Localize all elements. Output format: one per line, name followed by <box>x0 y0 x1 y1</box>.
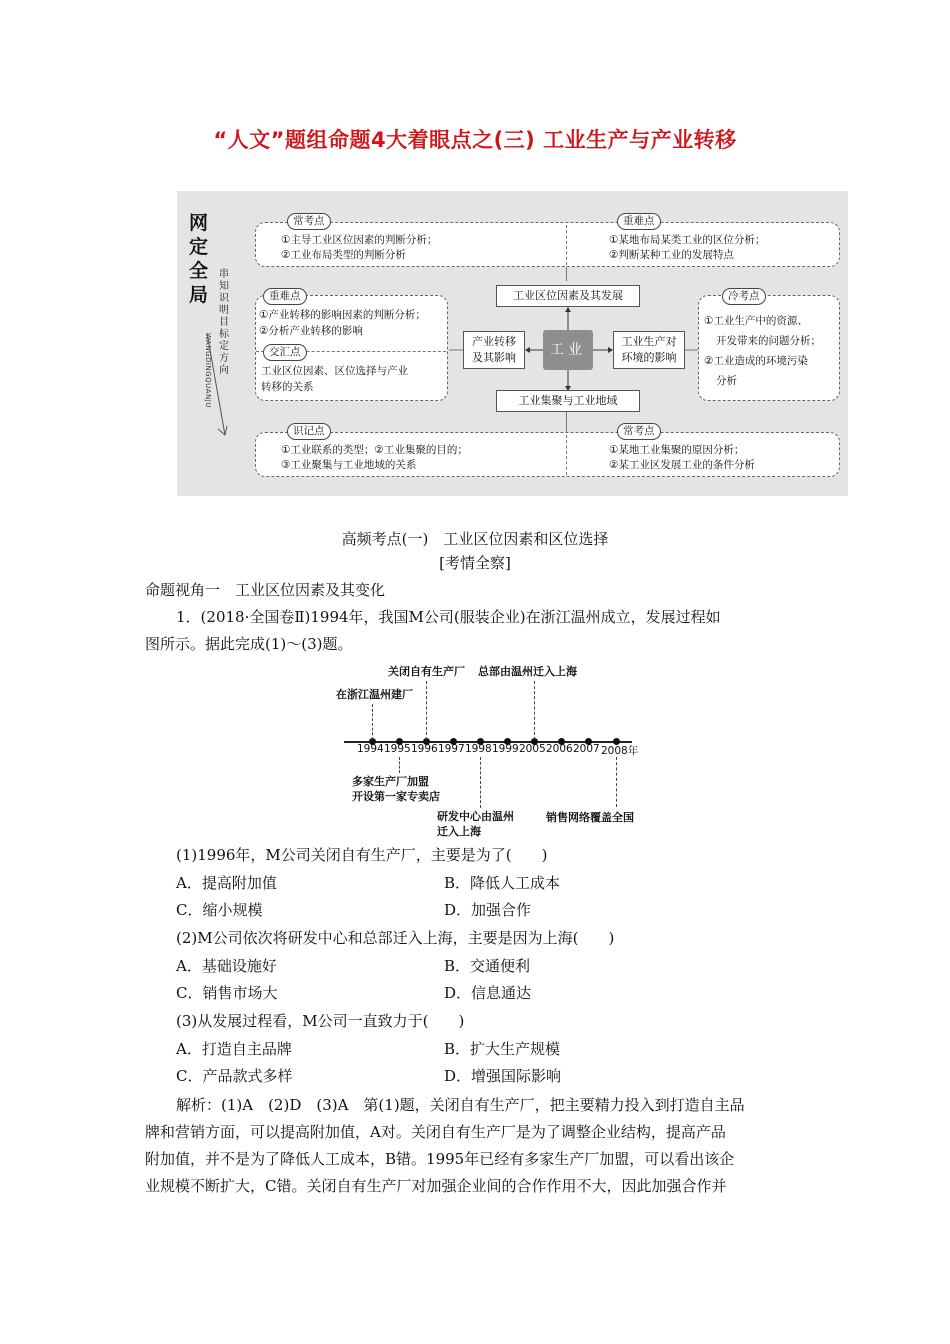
tag-mid-left-a: 重难点 <box>263 288 307 305</box>
text-line: ①工业生产中的资源、 <box>704 315 808 327</box>
tag-bottom-left: 识记点 <box>287 423 331 440</box>
leader-line <box>399 757 400 773</box>
mind-map-figure <box>177 191 848 496</box>
leader-line <box>426 681 427 740</box>
text-line: ①某地布局某类工业的区位分析； <box>609 234 766 246</box>
text-line: 多家生产厂加盟 <box>352 775 429 788</box>
timeline-figure <box>330 655 660 840</box>
question-stem: (2)M公司依次将研发中心和总部迁入上海，主要是因为上海( ) <box>176 929 615 947</box>
question-option: B．降低人工成本 <box>444 874 561 892</box>
text-line: 工业生产对 <box>621 335 677 348</box>
text-line: 转移的关系 <box>261 381 314 393</box>
page-title: “人文”题组命题4大着眼点之(三) 工业生产与产业转移 <box>213 128 737 152</box>
event-build-factory: 在浙江温州建厂 <box>336 688 413 701</box>
text-line: ③工业聚集与工业地域的关系 <box>281 459 417 471</box>
question-option: D．加强合作 <box>444 901 532 919</box>
side-sub-char: 定 <box>219 341 229 352</box>
text-line: 环境的影响 <box>621 351 677 364</box>
timeline-year-label: 2005 <box>519 743 546 755</box>
question-option: B．交通便利 <box>444 957 531 975</box>
side-banner-pinyin: WANGDINGQUANJU <box>204 333 212 408</box>
question-option: B．扩大生产规模 <box>444 1040 561 1058</box>
event-close-factory: 关闭自有生产厂 <box>388 665 465 678</box>
text-line: ①产业转移的影响因素的判断分析； <box>259 309 426 321</box>
side-sub-char: 标 <box>219 329 229 340</box>
leader-line <box>616 757 617 807</box>
timeline-year-label: 2006 <box>546 743 573 755</box>
section-title: 高频考点(一) 工业区位因素和区位选择 <box>341 530 609 548</box>
side-sub-char: 明 <box>219 305 229 316</box>
side-char: 定 <box>189 236 209 258</box>
question-intro-line-2: 图所示。据此完成(1)～(3)题。 <box>145 635 353 653</box>
question-option: A．打造自主品牌 <box>176 1040 292 1058</box>
side-sub-char: 知 <box>219 281 229 292</box>
text-line: 产业转移 <box>472 335 516 348</box>
side-sub-char: 向 <box>219 365 229 376</box>
text-line: 开设第一家专卖店 <box>352 790 440 803</box>
side-sub-char: 识 <box>219 293 229 304</box>
leader-line <box>480 757 481 808</box>
bottom-divider <box>566 435 567 475</box>
side-sub-char: 方 <box>219 353 229 364</box>
bottom-left-text <box>281 443 468 473</box>
text-line: ②分析产业转移的影响 <box>259 325 363 337</box>
question-option: C．销售市场大 <box>176 984 278 1002</box>
analysis-line-4: 业规模不断扩大，C错。关闭自有生产厂对加强企业间的合作作用不大，因此加强合作并 <box>145 1177 727 1195</box>
node-center: 工业 <box>543 330 593 370</box>
timeline-year-label: 2007 <box>573 743 600 755</box>
question-option: C．缩小规模 <box>176 901 263 919</box>
tag-bottom-right: 常考点 <box>617 423 661 440</box>
timeline-year-label: 1995 <box>384 743 411 755</box>
section-subtitle: [考情全察] <box>439 554 511 572</box>
timeline-year-label: 1996 <box>411 743 438 755</box>
question-option: A．基础设施好 <box>176 957 277 975</box>
text-line: 开发带来的问题分析； <box>716 335 821 347</box>
timeline-year-label: 1997 <box>438 743 465 755</box>
text-line: 及其影响 <box>472 351 516 364</box>
tag-top-right: 重难点 <box>617 213 661 230</box>
side-sub-char: 目 <box>219 317 229 328</box>
question-stem: (1)1996年，M公司关闭自有生产厂，主要是为了( ) <box>176 846 548 864</box>
text-line: 研发中心由温州 <box>437 810 514 823</box>
text-line: ①某地工业集聚的原因分析； <box>609 444 745 456</box>
node-top: 工业区位因素及其发展 <box>496 285 640 307</box>
text-line: ①工业联系的类型；②工业集聚的目的； <box>281 444 468 456</box>
timeline-year-label: 1998 <box>465 743 492 755</box>
leader-line <box>372 704 373 740</box>
tag-mid-left-b: 交汇点 <box>263 344 307 361</box>
text-line: ②工业布局类型的判断分析 <box>281 249 406 261</box>
tag-mid-right: 冷考点 <box>722 288 766 305</box>
event-franchise <box>352 774 440 804</box>
node-bottom: 工业集聚与工业地域 <box>496 390 640 412</box>
angle-heading: 命题视角一 工业区位因素及其变化 <box>145 581 386 599</box>
timeline-year-label: 1994 <box>357 743 384 755</box>
bottom-right-text <box>609 443 755 473</box>
question-option: D．信息通达 <box>444 984 532 1002</box>
analysis-line-2: 牌和营销方面，可以提高附加值，A对。关闭自有生产厂是为了调整企业结构，提高产品 <box>145 1123 726 1141</box>
text-line: ②工业造成的环境污染 <box>704 355 808 367</box>
event-rd-move <box>437 809 514 839</box>
side-sub-char: 串 <box>219 269 229 280</box>
side-char: 全 <box>189 260 209 282</box>
analysis-line-1: 解析：(1)A (2)D (3)A 第(1)题，关闭自有生产厂，把主要精力投入到打造自主品 <box>176 1096 745 1114</box>
analysis-line-3: 附加值，并不是为了降低人工成本，B错。1995年已经有多家生产厂加盟，可以看出该企 <box>145 1150 735 1168</box>
question-stem: (3)从发展过程看，M公司一直致力于( ) <box>176 1012 465 1030</box>
text-line: 分析 <box>716 375 737 387</box>
side-char: 网 <box>189 212 209 234</box>
tag-top-left: 常考点 <box>287 213 331 230</box>
question-option: A．提高附加值 <box>176 874 277 892</box>
event-sales-network: 销售网络覆盖全国 <box>546 811 634 824</box>
text-line: ②某工业区发展工业的条件分析 <box>609 459 755 471</box>
timeline-year-label: 2008年 <box>601 745 639 757</box>
event-hq-move: 总部由温州迁入上海 <box>478 665 577 678</box>
question-intro-line-1: 1．(2018·全国卷Ⅱ)1994年，我国M公司(服装企业)在浙江温州成立，发展过程如 <box>176 608 721 626</box>
text-line: ②判断某种工业的发展特点 <box>609 249 734 261</box>
question-option: C．产品款式多样 <box>176 1067 293 1085</box>
side-char: 局 <box>189 284 209 306</box>
text-line: ①主导工业区位因素的判断分析； <box>281 234 438 246</box>
leader-line <box>534 681 535 740</box>
timeline-year-label: 1999 <box>492 743 519 755</box>
text-line: 迁入上海 <box>437 825 481 838</box>
text-line: 工业区位因素、区位选择与产业 <box>261 365 408 377</box>
question-option: D．增强国际影响 <box>444 1067 562 1085</box>
